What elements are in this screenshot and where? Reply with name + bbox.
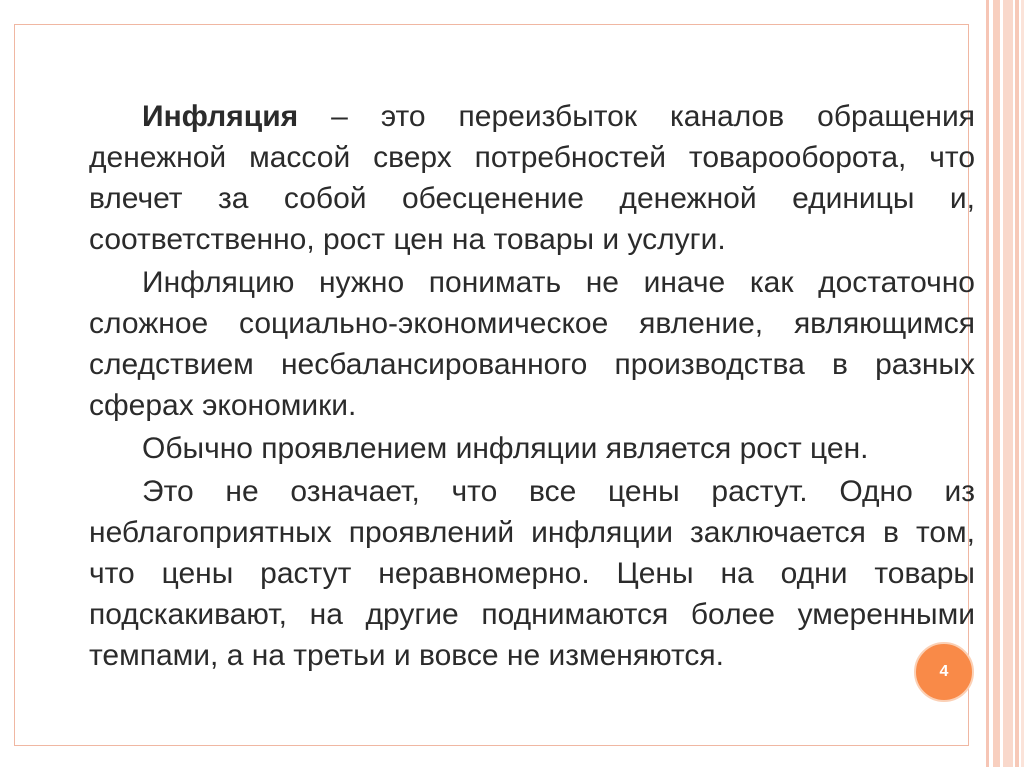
paragraph-phenomenon: Инфляцию нужно понимать не иначе как достаточно сложное социально-экономическое явление, являющимся следствием несбалансированного производства в разных сферах экономики. (89, 266, 975, 422)
page-number-badge: 4 (914, 642, 974, 702)
definition-text: – это переизбыток каналов обращения денежной массой сверх потребностей товарооборота, что влечет за собой обесценение денежной единицы и, соответственно, рост цен на товары и услуги. (89, 100, 975, 256)
slide-body (89, 96, 975, 678)
decorative-stripe (986, 0, 989, 767)
paragraph-uneven-prices: Это не означает, что все цены растут. Одно из неблагоприятных проявлений инфляции заключается в том, что цены растут неравномерно. Цены на одни товары подскакивают, на другие поднимаются более умеренными темпами, а на третьи и вовсе не изменяются. (89, 475, 975, 672)
decorative-stripe (993, 0, 1000, 767)
decorative-stripe (1003, 0, 1013, 767)
paragraph-price-growth: Обычно проявлением инфляции является рост цен. (142, 432, 869, 465)
paragraph-definition (89, 96, 975, 260)
term-inflation: Инфляция (142, 100, 299, 133)
decorative-stripe (1015, 0, 1019, 767)
